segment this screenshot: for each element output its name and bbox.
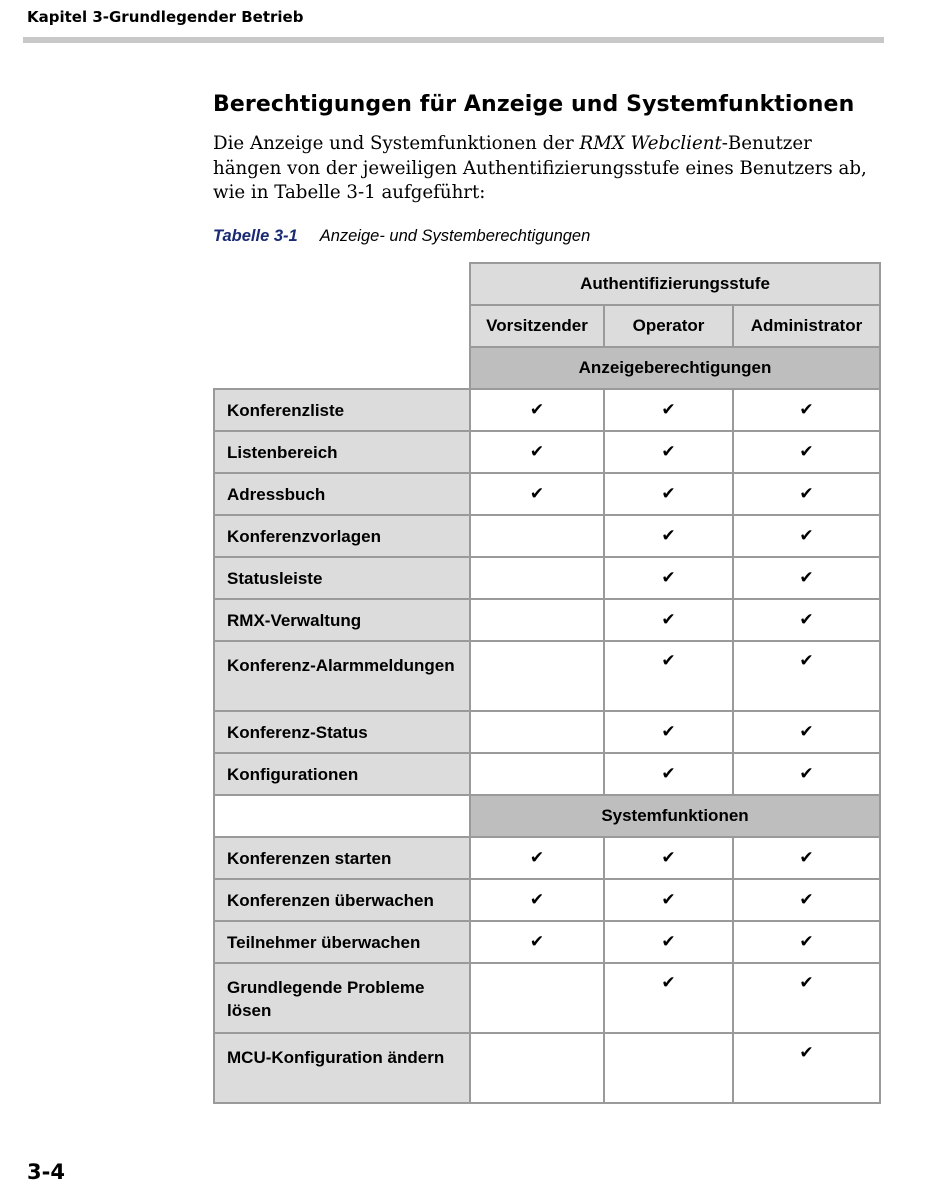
permission-cell-administrator xyxy=(733,473,880,515)
feature-name: Listenbereich xyxy=(214,431,470,473)
intro-paragraph xyxy=(213,132,883,206)
permission-cell-operator xyxy=(604,515,733,557)
checkmark-icon: ✔ xyxy=(661,973,676,992)
checkmark-icon: ✔ xyxy=(661,651,676,670)
permission-cell-operator xyxy=(604,879,733,921)
checkmark-icon: ✔ xyxy=(529,484,545,503)
table-row xyxy=(214,641,880,711)
permission-cell-administrator xyxy=(733,837,880,879)
product-name: RMX Webclient xyxy=(579,133,722,154)
permission-cell-chairperson xyxy=(470,1033,604,1103)
permission-cell-operator xyxy=(604,431,733,473)
permission-cell-operator xyxy=(604,921,733,963)
permission-cell-operator xyxy=(604,599,733,641)
permission-cell-chairperson xyxy=(470,557,604,599)
permission-cell-chairperson xyxy=(470,753,604,795)
feature-name: Konfigurationen xyxy=(214,753,470,795)
checkmark-icon: ✔ xyxy=(661,526,676,545)
checkmark-icon: ✔ xyxy=(799,848,814,867)
table-row xyxy=(214,963,880,1033)
table-row xyxy=(214,711,880,753)
feature-name: Grundlegende Probleme lösen xyxy=(214,963,470,1033)
column-header-chairperson: Vorsitzender xyxy=(470,305,604,347)
intro-text-pre: Die Anzeige und Systemfunktionen der xyxy=(213,133,580,154)
checkmark-icon: ✔ xyxy=(799,973,814,992)
header-rule xyxy=(23,37,884,43)
permission-cell-chairperson xyxy=(470,473,604,515)
checkmark-icon: ✔ xyxy=(661,484,676,503)
section-header: Anzeigeberechtigungen xyxy=(470,347,880,389)
checkmark-icon: ✔ xyxy=(799,484,814,503)
feature-name: MCU-Konfiguration ändern xyxy=(214,1033,470,1103)
permission-cell-operator xyxy=(604,1033,733,1103)
permission-cell-chairperson xyxy=(470,837,604,879)
permission-cell-operator xyxy=(604,837,733,879)
section-title: Berechtigungen für Anzeige und Systemfunktionen xyxy=(213,92,855,117)
checkmark-icon: ✔ xyxy=(799,526,814,545)
table-row xyxy=(214,753,880,795)
permission-cell-operator xyxy=(604,711,733,753)
permission-cell-chairperson xyxy=(470,515,604,557)
checkmark-icon: ✔ xyxy=(799,722,814,741)
table-corner xyxy=(214,263,470,305)
permission-cell-administrator xyxy=(733,879,880,921)
checkmark-icon: ✔ xyxy=(799,610,814,629)
checkmark-icon: ✔ xyxy=(799,890,814,909)
permission-cell-chairperson xyxy=(470,711,604,753)
permission-cell-operator xyxy=(604,557,733,599)
feature-name: RMX-Verwaltung xyxy=(214,599,470,641)
feature-name: Konferenz-Alarmmeldungen xyxy=(214,641,470,711)
feature-name: Teilnehmer überwachen xyxy=(214,921,470,963)
checkmark-icon: ✔ xyxy=(661,610,676,629)
feature-name: Adressbuch xyxy=(214,473,470,515)
checkmark-icon: ✔ xyxy=(661,848,676,867)
permission-cell-administrator xyxy=(733,515,880,557)
intro-text-post: -Benutzer hängen von der jeweiligen Authentifizierungsstufe eines Benutzers ab, wie in Tabelle 3-1 aufgeführt: xyxy=(213,133,867,203)
table-caption xyxy=(213,227,590,246)
feature-name: Konferenz-Status xyxy=(214,711,470,753)
permission-cell-chairperson xyxy=(470,431,604,473)
table-row xyxy=(214,599,880,641)
permission-cell-administrator xyxy=(733,753,880,795)
permission-cell-administrator xyxy=(733,921,880,963)
table-caption-number: Tabelle 3-1 xyxy=(213,227,298,245)
table-row xyxy=(214,389,880,431)
checkmark-icon: ✔ xyxy=(661,722,676,741)
checkmark-icon: ✔ xyxy=(799,400,814,419)
permission-cell-administrator xyxy=(733,599,880,641)
permission-cell-administrator xyxy=(733,1033,880,1103)
table-row xyxy=(214,515,880,557)
table-caption-title: Anzeige- und Systemberechtigungen xyxy=(319,227,591,245)
permission-cell-operator xyxy=(604,641,733,711)
table-row xyxy=(214,473,880,515)
page-number: 3-4 xyxy=(27,1160,65,1184)
checkmark-icon: ✔ xyxy=(529,932,545,951)
permission-cell-operator xyxy=(604,389,733,431)
checkmark-icon: ✔ xyxy=(661,890,676,909)
permission-cell-administrator xyxy=(733,389,880,431)
column-header-operator: Operator xyxy=(604,305,733,347)
checkmark-icon: ✔ xyxy=(799,764,814,783)
permission-cell-operator xyxy=(604,473,733,515)
permission-cell-administrator xyxy=(733,711,880,753)
permissions-table xyxy=(213,262,881,1104)
permission-cell-chairperson xyxy=(470,963,604,1033)
checkmark-icon: ✔ xyxy=(799,442,814,461)
table-row xyxy=(214,557,880,599)
feature-name: Konferenzliste xyxy=(214,389,470,431)
checkmark-icon: ✔ xyxy=(529,848,545,867)
table-row xyxy=(214,431,880,473)
checkmark-icon: ✔ xyxy=(529,400,545,419)
section-spacer xyxy=(214,347,470,389)
permission-cell-administrator xyxy=(733,557,880,599)
checkmark-icon: ✔ xyxy=(799,932,814,951)
checkmark-icon: ✔ xyxy=(661,568,676,587)
permission-cell-administrator xyxy=(733,641,880,711)
checkmark-icon: ✔ xyxy=(799,568,814,587)
permission-cell-administrator xyxy=(733,963,880,1033)
table-row xyxy=(214,1033,880,1103)
checkmark-icon: ✔ xyxy=(799,1043,814,1062)
permission-cell-chairperson xyxy=(470,389,604,431)
column-header-administrator: Administrator xyxy=(733,305,880,347)
section-header: Systemfunktionen xyxy=(470,795,880,837)
section-spacer xyxy=(214,795,470,837)
checkmark-icon: ✔ xyxy=(799,651,814,670)
table-row xyxy=(214,837,880,879)
checkmark-icon: ✔ xyxy=(529,442,545,461)
permission-cell-chairperson xyxy=(470,921,604,963)
table-row xyxy=(214,879,880,921)
table-row xyxy=(214,921,880,963)
feature-name: Konferenzen starten xyxy=(214,837,470,879)
permission-cell-chairperson xyxy=(470,641,604,711)
checkmark-icon: ✔ xyxy=(529,890,545,909)
checkmark-icon: ✔ xyxy=(661,764,676,783)
group-header-authentication-level: Authentifizierungsstufe xyxy=(470,263,880,305)
feature-name: Konferenzvorlagen xyxy=(214,515,470,557)
permission-cell-operator xyxy=(604,963,733,1033)
running-header: Kapitel 3-Grundlegender Betrieb xyxy=(27,8,304,26)
checkmark-icon: ✔ xyxy=(661,932,676,951)
permission-cell-operator xyxy=(604,753,733,795)
table-corner xyxy=(214,305,470,347)
permission-cell-chairperson xyxy=(470,879,604,921)
feature-name: Statusleiste xyxy=(214,557,470,599)
checkmark-icon: ✔ xyxy=(661,400,676,419)
feature-name: Konferenzen überwachen xyxy=(214,879,470,921)
checkmark-icon: ✔ xyxy=(661,442,676,461)
permission-cell-chairperson xyxy=(470,599,604,641)
permission-cell-administrator xyxy=(733,431,880,473)
